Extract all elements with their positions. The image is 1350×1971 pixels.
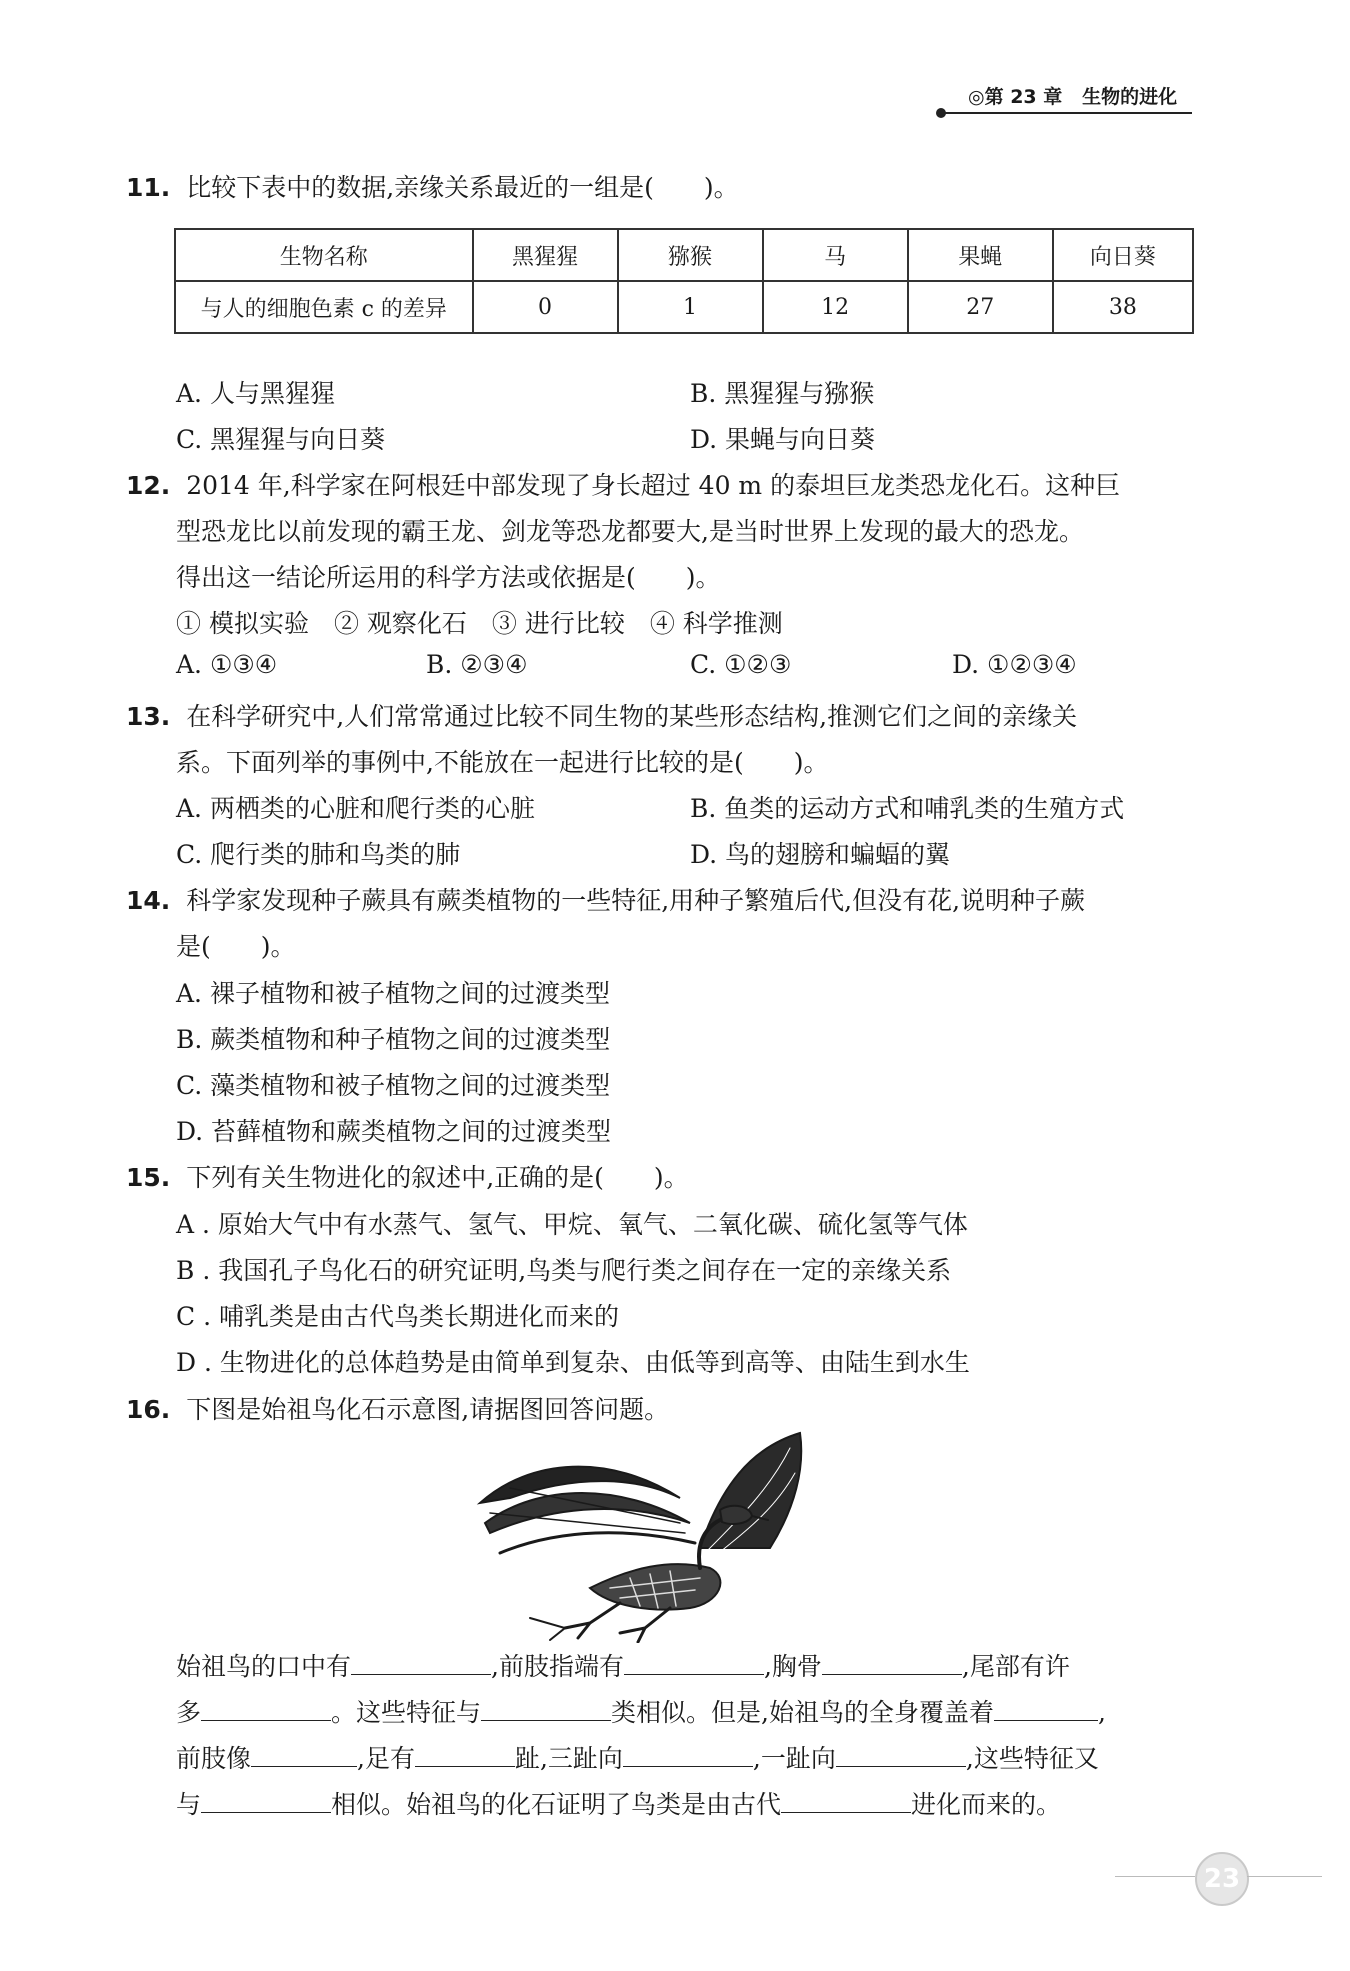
fill-text: 趾,三趾向	[514, 1744, 623, 1773]
answer-blank[interactable]	[251, 1740, 357, 1767]
question-stem: 下列有关生物进化的叙述中,正确的是( )。	[186, 1163, 689, 1192]
option-a[interactable]: A . 原始大气中有水蒸气、氢气、甲烷、氧气、二氧化碳、硫化氢等气体	[176, 1210, 968, 1239]
answer-blank[interactable]	[624, 1648, 764, 1675]
question-line: 系。下面列举的事例中,不能放在一起进行比较的是( )。	[176, 748, 829, 777]
option-c[interactable]: C. 黑猩猩与向日葵	[176, 425, 386, 454]
answer-blank[interactable]	[201, 1694, 331, 1721]
fill-text: ,一趾向	[752, 1744, 836, 1773]
answer-blank[interactable]	[822, 1648, 962, 1675]
option-b[interactable]: B. 蕨类植物和种子植物之间的过渡类型	[176, 1025, 611, 1054]
table-cell: 38	[1053, 281, 1193, 333]
question-line: 科学家发现种子蕨具有蕨类植物的一些特征,用种子繁殖后代,但没有花,说明种子蕨	[186, 886, 1086, 915]
question-number: 16.	[126, 1395, 171, 1424]
table-cell: 向日葵	[1053, 229, 1193, 281]
question-line: 在科学研究中,人们常常通过比较不同生物的某些形态结构,推测它们之间的亲缘关	[186, 702, 1078, 731]
fill-text: 相似。始祖鸟的化石证明了鸟类是由古代	[331, 1790, 782, 1819]
chapter-header	[968, 82, 1177, 109]
table-cell: 与人的细胞色素 c 的差异	[175, 281, 473, 333]
option-c[interactable]: C . 哺乳类是由古代鸟类长期进化而来的	[176, 1302, 619, 1331]
fill-in-line-1	[176, 1647, 1070, 1683]
option-a[interactable]: A. 两栖类的心脏和爬行类的心脏	[176, 794, 535, 823]
option-b[interactable]: B. 黑猩猩与猕猴	[690, 379, 875, 408]
option-a[interactable]: A. 人与黑猩猩	[176, 379, 335, 408]
question-number: 12.	[126, 471, 171, 500]
fill-text: 与	[176, 1790, 202, 1819]
question-11	[126, 168, 739, 204]
fill-in-line-4	[176, 1785, 1061, 1821]
option-d[interactable]: D. 苔藓植物和蕨类植物之间的过渡类型	[176, 1117, 612, 1146]
answer-blank[interactable]	[781, 1786, 911, 1813]
question-number: 13.	[126, 702, 171, 731]
fill-text: ,胸骨	[763, 1652, 822, 1681]
table-cell: 0	[473, 281, 618, 333]
question-13	[126, 697, 1077, 733]
question-number: 15.	[126, 1163, 171, 1192]
option-b[interactable]: B. ②③④	[426, 650, 528, 679]
option-c[interactable]: C. 爬行类的肺和鸟类的肺	[176, 840, 461, 869]
page-rule-right	[1247, 1876, 1322, 1877]
option-d[interactable]: D. 鸟的翅膀和蝙蝠的翼	[690, 840, 951, 869]
question-line: 型恐龙比以前发现的霸王龙、剑龙等恐龙都要大,是当时世界上发现的最大的恐龙。	[176, 517, 1084, 546]
option-d[interactable]: D. ①②③④	[952, 650, 1077, 679]
fill-text: ,这些特征又	[965, 1744, 1099, 1773]
answer-blank[interactable]	[481, 1694, 611, 1721]
question-stem: 下图是始祖鸟化石示意图,请据图回答问题。	[186, 1395, 670, 1424]
table-cell: 12	[763, 281, 908, 333]
question-items: ① 模拟实验 ② 观察化石 ③ 进行比较 ④ 科学推测	[176, 609, 783, 638]
option-a[interactable]: A. 裸子植物和被子植物之间的过渡类型	[176, 979, 610, 1008]
table-cell: 1	[618, 281, 763, 333]
fill-text: 进化而来的。	[911, 1790, 1062, 1819]
page-number: 23	[1195, 1852, 1249, 1906]
answer-blank[interactable]	[623, 1740, 753, 1767]
question-stem: 比较下表中的数据,亲缘关系最近的一组是( )。	[186, 173, 739, 202]
option-b[interactable]: B . 我国孔子鸟化石的研究证明,鸟类与爬行类之间存在一定的亲缘关系	[176, 1256, 952, 1285]
fill-text: 多	[176, 1698, 202, 1727]
question-line: 2014 年,科学家在阿根廷中部发现了身长超过 40 m 的泰坦巨龙类恐龙化石。这种巨	[186, 471, 1121, 500]
question-12	[126, 466, 1120, 502]
answer-blank[interactable]	[201, 1786, 331, 1813]
table-cell: 黑猩猩	[473, 229, 618, 281]
option-c[interactable]: C. ①②③	[690, 650, 792, 679]
question-15	[126, 1158, 689, 1194]
fill-text: ,尾部有许	[961, 1652, 1070, 1681]
fill-text: 类相似。但是,始祖鸟的全身覆盖着	[611, 1698, 994, 1727]
fill-in-line-2	[176, 1693, 1106, 1729]
fill-text: ,	[1097, 1698, 1106, 1727]
question-14	[126, 881, 1085, 917]
archaeopteryx-fossil-image	[470, 1428, 850, 1643]
table-cell: 马	[763, 229, 908, 281]
option-a[interactable]: A. ①③④	[176, 650, 278, 679]
table-cell: 猕猴	[618, 229, 763, 281]
fill-text: 。这些特征与	[331, 1698, 482, 1727]
header-rule	[940, 112, 1192, 114]
table-row	[175, 281, 1193, 333]
fill-text: 前肢像	[176, 1744, 252, 1773]
page-rule-left	[1115, 1876, 1195, 1877]
option-d[interactable]: D. 果蝇与向日葵	[690, 425, 876, 454]
fill-text: ,前肢指端有	[491, 1652, 624, 1681]
fill-text: ,足有	[357, 1744, 415, 1773]
table-cell: 果蝇	[908, 229, 1053, 281]
question-number: 11.	[126, 173, 171, 202]
question-number: 14.	[126, 886, 171, 915]
answer-blank[interactable]	[415, 1740, 515, 1767]
question-line: 是( )。	[176, 932, 296, 961]
option-b[interactable]: B. 鱼类的运动方式和哺乳类的生殖方式	[690, 794, 1125, 823]
option-d[interactable]: D . 生物进化的总体趋势是由简单到复杂、由低等到高等、由陆生到水生	[176, 1348, 970, 1377]
answer-blank[interactable]	[351, 1648, 491, 1675]
chapter-number: ◎第 23 章	[968, 86, 1063, 108]
answer-blank[interactable]	[836, 1740, 966, 1767]
fill-text: 始祖鸟的口中有	[176, 1652, 352, 1681]
table-cell: 生物名称	[175, 229, 473, 281]
table-header-row	[175, 229, 1193, 281]
question-16	[126, 1390, 669, 1426]
question-line: 得出这一结论所运用的科学方法或依据是( )。	[176, 563, 721, 592]
table-cell: 27	[908, 281, 1053, 333]
cytochrome-table	[174, 228, 1194, 334]
answer-blank[interactable]	[994, 1694, 1098, 1721]
option-c[interactable]: C. 藻类植物和被子植物之间的过渡类型	[176, 1071, 611, 1100]
fill-in-line-3	[176, 1739, 1099, 1775]
chapter-title: 生物的进化	[1082, 86, 1178, 108]
